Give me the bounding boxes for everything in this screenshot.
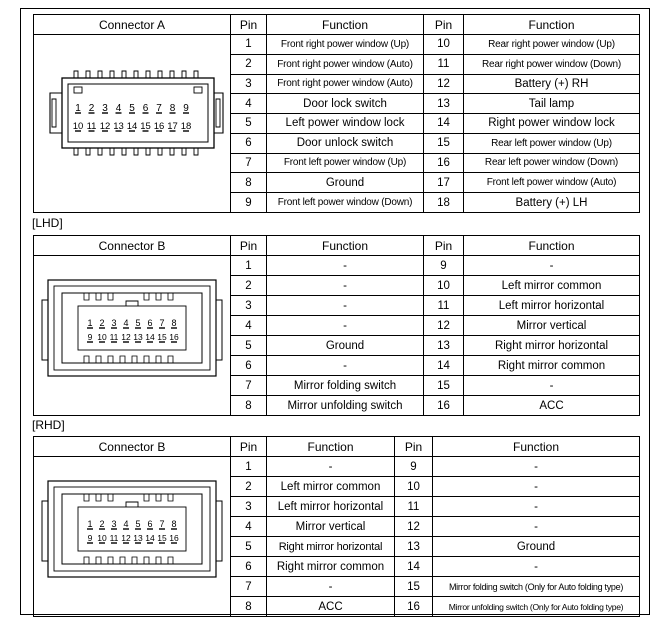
pin-number: 2 (231, 477, 267, 497)
lhd-connector-b-table (33, 235, 640, 416)
pin-number: 15 (424, 376, 464, 396)
pin-label: 12 (121, 533, 131, 543)
pin-number: 11 (395, 497, 433, 517)
pin-label: 2 (88, 103, 95, 114)
pin-function: - (464, 256, 640, 276)
pin-label: 3 (111, 318, 117, 328)
pin-number: 2 (231, 276, 267, 296)
pin-function: Right mirror horizontal (464, 336, 640, 356)
pin-function: - (433, 497, 640, 517)
header-function: Function (267, 437, 395, 457)
rhd-connector-b-diagram-cell (34, 457, 231, 617)
header-connector: Connector B (34, 236, 231, 256)
pin-labels-top (75, 103, 189, 114)
pin-label: 11 (109, 332, 119, 342)
pin-function: Mirror folding switch (267, 376, 424, 396)
pin-label: 7 (156, 103, 162, 114)
pin-label: 9 (183, 103, 189, 114)
pin-function: Right mirror horizontal (267, 537, 395, 557)
pin-function: Rear left power window (Down) (464, 153, 640, 173)
pin-label: 3 (111, 519, 117, 529)
header-pin: Pin (424, 15, 464, 35)
pin-number: 6 (231, 557, 267, 577)
pin-label: 13 (133, 533, 143, 543)
pin-function: Mirror unfolding switch (Only for Auto folding type) (433, 597, 640, 617)
pin-number: 9 (395, 457, 433, 477)
pin-function: Right mirror common (267, 557, 395, 577)
pin-label: 9 (87, 533, 93, 543)
pin-label: 13 (113, 121, 124, 132)
pin-number: 3 (231, 497, 267, 517)
pin-function: Left mirror horizontal (267, 497, 395, 517)
pin-function: - (267, 256, 424, 276)
pin-label: 2 (99, 519, 105, 529)
pin-function: Front right power window (Up) (267, 35, 424, 55)
pin-label: 7 (159, 519, 165, 529)
pin-number: 1 (231, 256, 267, 276)
pin-number: 15 (424, 133, 464, 153)
pin-function: Mirror vertical (464, 316, 640, 336)
pin-function: - (267, 296, 424, 316)
pin-number: 9 (231, 193, 267, 213)
pin-function: - (433, 517, 640, 537)
pin-function: Mirror vertical (267, 517, 395, 537)
pin-label: 9 (87, 332, 93, 342)
pin-number: 3 (231, 74, 267, 94)
pin-function: Left mirror horizontal (464, 296, 640, 316)
pin-label: 4 (123, 318, 129, 328)
rhd-connector-b-diagram (34, 457, 231, 613)
pin-function: Right mirror common (464, 356, 640, 376)
pin-function: - (464, 376, 640, 396)
pin-labels-bottom (73, 121, 192, 132)
pin-label: 15 (157, 332, 167, 342)
pin-labels-top (87, 318, 177, 328)
pin-function: - (267, 577, 395, 597)
pin-label: 4 (115, 103, 122, 114)
pin-label: 15 (140, 121, 151, 132)
pin-label: 14 (145, 533, 155, 543)
header-function: Function (433, 437, 640, 457)
pin-labels-top (87, 519, 177, 529)
pin-label: 4 (123, 519, 129, 529)
pin-label: 15 (157, 533, 167, 543)
header-pin: Pin (395, 437, 433, 457)
pin-label: 5 (135, 519, 141, 529)
pin-number: 4 (231, 517, 267, 537)
pin-label: 8 (171, 318, 177, 328)
pin-number: 6 (231, 356, 267, 376)
pin-function: Rear left power window (Up) (464, 133, 640, 153)
pin-labels-bottom (87, 533, 179, 543)
pin-label: 3 (102, 103, 108, 114)
pin-label: 5 (129, 103, 135, 114)
pin-label: 10 (97, 332, 107, 342)
pin-label: 10 (97, 533, 107, 543)
rhd-connector-b-table (33, 436, 640, 617)
pin-function: Front left power window (Up) (267, 153, 424, 173)
pin-number: 18 (424, 193, 464, 213)
header-pin: Pin (231, 236, 267, 256)
pin-label: 16 (169, 332, 179, 342)
pin-number: 1 (231, 35, 267, 55)
pin-label: 6 (147, 519, 153, 529)
pin-number: 8 (231, 173, 267, 193)
pin-function: Rear right power window (Down) (464, 54, 640, 74)
pin-number: 16 (395, 597, 433, 617)
header-pin: Pin (231, 437, 267, 457)
pin-function: Left mirror common (267, 477, 395, 497)
pin-number: 7 (231, 153, 267, 173)
pin-function: - (267, 457, 395, 477)
pin-function: Front right power window (Auto) (267, 54, 424, 74)
pin-function: Right power window lock (464, 114, 640, 134)
pin-function: Tail lamp (464, 94, 640, 114)
header-connector: Connector A (34, 15, 231, 35)
pin-label: 6 (142, 103, 149, 114)
pin-label: 12 (99, 121, 111, 132)
pin-number: 1 (231, 457, 267, 477)
pin-function: Mirror folding switch (Only for Auto folding type) (433, 577, 640, 597)
pin-number: 13 (424, 336, 464, 356)
header-function: Function (464, 15, 640, 35)
bottom-notches (74, 148, 198, 155)
pin-number: 13 (395, 537, 433, 557)
connector-a-diagram-cell (34, 35, 231, 213)
pin-number: 9 (424, 256, 464, 276)
pin-label: 11 (109, 533, 119, 543)
pin-function: Battery (+) LH (464, 193, 640, 213)
pin-label: 11 (86, 121, 97, 132)
pin-label: 5 (135, 318, 141, 328)
pin-number: 16 (424, 396, 464, 416)
pin-function: Rear right power window (Up) (464, 35, 640, 55)
pin-number: 13 (424, 94, 464, 114)
pin-label: 8 (171, 519, 177, 529)
pin-function: - (433, 477, 640, 497)
pin-label: 14 (145, 332, 155, 342)
pin-number: 12 (395, 517, 433, 537)
pin-number: 17 (424, 173, 464, 193)
pin-number: 16 (424, 153, 464, 173)
pin-number: 12 (424, 316, 464, 336)
table-header-row (34, 236, 640, 256)
pin-label: 1 (75, 103, 81, 114)
pin-number: 5 (231, 537, 267, 557)
pin-number: 4 (231, 94, 267, 114)
pin-number: 10 (424, 276, 464, 296)
rhd-label: [RHD] (32, 418, 65, 432)
pin-function: - (267, 356, 424, 376)
header-function: Function (464, 236, 640, 256)
pin-number: 2 (231, 54, 267, 74)
pin-number: 6 (231, 133, 267, 153)
pin-function: Ground (433, 537, 640, 557)
lhd-connector-b-diagram (34, 256, 231, 412)
lhd-connector-b-diagram-cell (34, 256, 231, 416)
pin-function: Left mirror common (464, 276, 640, 296)
connector-a-table (33, 14, 640, 213)
pin-label: 8 (169, 103, 176, 114)
pin-label: 14 (126, 121, 138, 132)
table-row (34, 35, 640, 55)
pin-function: Door unlock switch (267, 133, 424, 153)
pin-label: 6 (147, 318, 153, 328)
pin-label: 16 (169, 533, 179, 543)
pin-function: - (267, 316, 424, 336)
pin-label: 7 (159, 318, 165, 328)
table-header-row (34, 15, 640, 35)
lhd-label: [LHD] (32, 216, 63, 230)
pin-label: 16 (153, 121, 165, 132)
header-function: Function (267, 236, 424, 256)
pin-number: 5 (231, 114, 267, 134)
pin-label: 17 (167, 121, 178, 132)
pin-label: 2 (99, 318, 105, 328)
pin-number: 7 (231, 376, 267, 396)
pin-number: 4 (231, 316, 267, 336)
pin-function: - (433, 557, 640, 577)
pin-label: 12 (121, 332, 131, 342)
top-notches (74, 71, 198, 78)
connector-a-diagram (34, 35, 231, 209)
table-row (34, 457, 640, 477)
pin-function: Door lock switch (267, 94, 424, 114)
pin-labels-bottom (87, 332, 179, 342)
pin-function: Battery (+) RH (464, 74, 640, 94)
pin-number: 11 (424, 54, 464, 74)
pin-label: 18 (180, 121, 192, 132)
header-connector: Connector B (34, 437, 231, 457)
pin-number: 8 (231, 597, 267, 617)
pin-function: ACC (267, 597, 395, 617)
pin-label: 10 (72, 121, 84, 132)
header-function: Function (267, 15, 424, 35)
pin-number: 5 (231, 336, 267, 356)
pin-number: 7 (231, 577, 267, 597)
header-pin: Pin (424, 236, 464, 256)
pin-label: 13 (133, 332, 143, 342)
pin-function: Front left power window (Down) (267, 193, 424, 213)
pin-function: Ground (267, 336, 424, 356)
pin-function: Front right power window (Auto) (267, 74, 424, 94)
pin-number: 14 (395, 557, 433, 577)
pin-number: 14 (424, 114, 464, 134)
pin-function: - (433, 457, 640, 477)
pin-number: 14 (424, 356, 464, 376)
header-pin: Pin (231, 15, 267, 35)
pin-function: Ground (267, 173, 424, 193)
pin-function: Left power window lock (267, 114, 424, 134)
pin-number: 3 (231, 296, 267, 316)
pin-number: 11 (424, 296, 464, 316)
pin-function: ACC (464, 396, 640, 416)
pin-function: Front left power window (Auto) (464, 173, 640, 193)
pin-label: 1 (87, 318, 93, 328)
pin-number: 12 (424, 74, 464, 94)
pin-function: - (267, 276, 424, 296)
pin-function: Mirror unfolding switch (267, 396, 424, 416)
table-header-row (34, 437, 640, 457)
pin-label: 1 (87, 519, 93, 529)
pin-number: 10 (395, 477, 433, 497)
pin-number: 8 (231, 396, 267, 416)
pin-number: 15 (395, 577, 433, 597)
pin-number: 10 (424, 35, 464, 55)
table-row (34, 256, 640, 276)
